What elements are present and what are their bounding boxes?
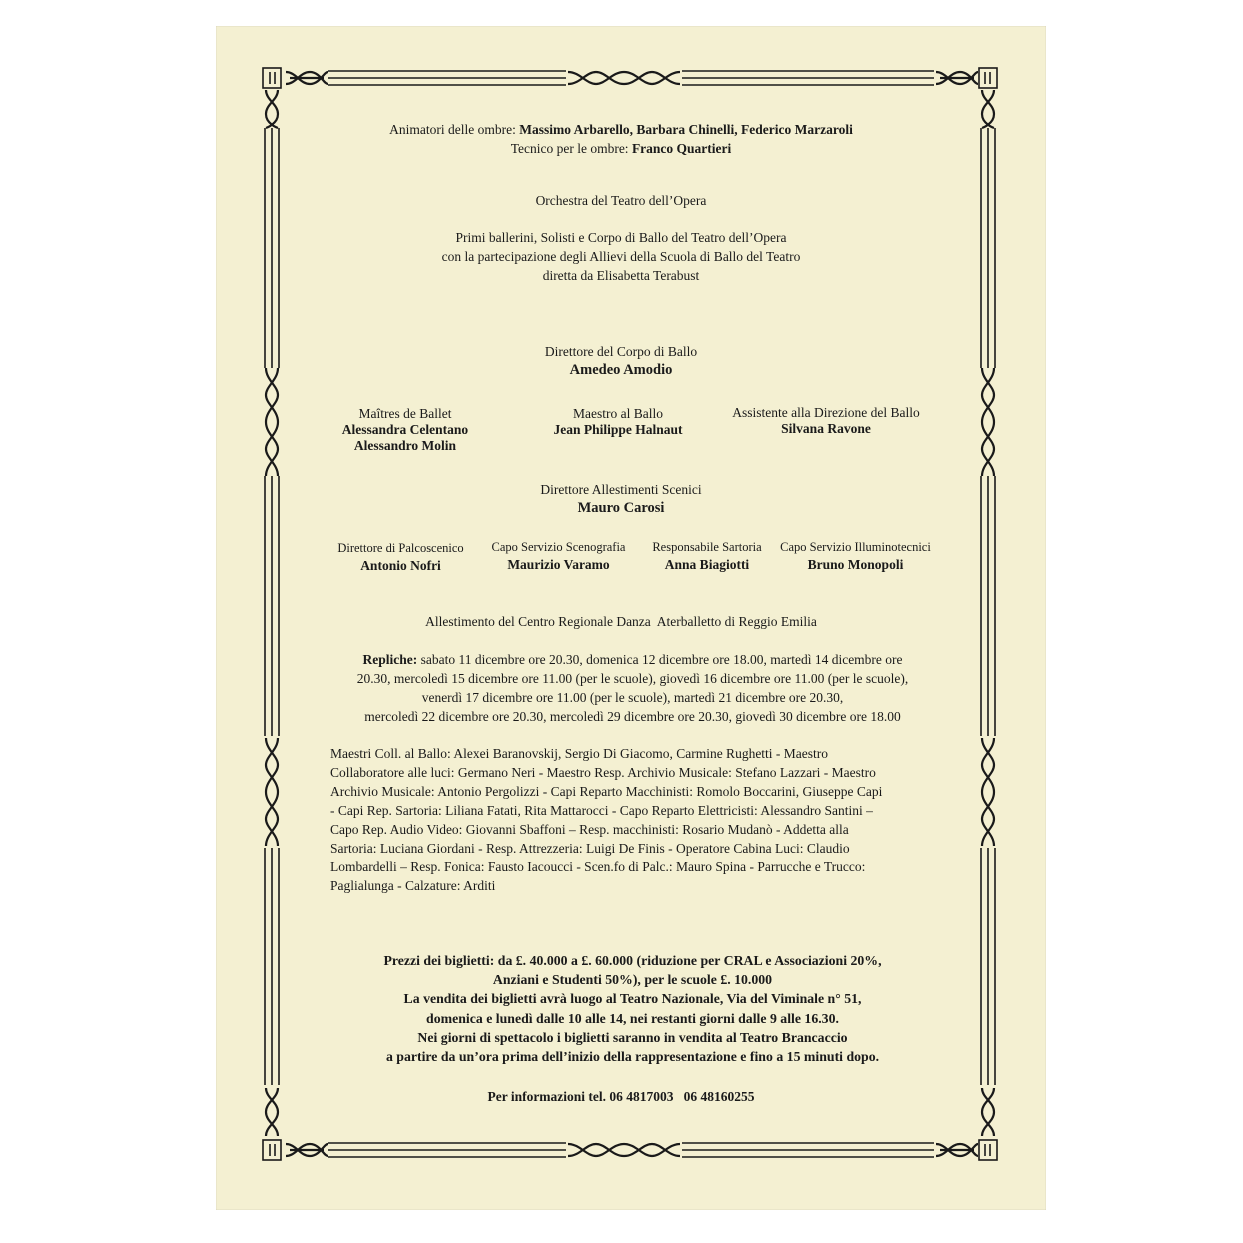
staff-role: Maîtres de Ballet: [358, 406, 452, 421]
tecnico-line: [256, 141, 986, 157]
staff-name: Anna Biagiotti: [664, 557, 750, 572]
repliche-label: Repliche:: [362, 652, 418, 667]
allestimento-line: Allestimento del Centro Regionale Danza Aterballetto di Reggio Emilia: [425, 614, 817, 629]
staff-maitres: [300, 406, 510, 454]
prezzi-block: [300, 951, 965, 1066]
animatori-names: Massimo Arbarello, Barbara Chinelli, Federico Marzaroli: [519, 122, 853, 137]
maestri-line: Maestri Coll. al Ballo: Alexei Baranovskij, Sergio Di Giacomo, Carmine Rughetti - Maestro: [330, 746, 829, 761]
maestri-line: Lombardelli – Resp. Fonica: Fausto Iacoucci - Scen.fo di Palc.: Mauro Spina - Parrucche e Trucco:: [330, 859, 866, 875]
repliche-line: sabato 11 dicembre ore 20.30, domenica 12 dicembre ore 18.00, martedì 14 dicembre ore: [420, 652, 903, 667]
staff-name: Silvana Ravone: [781, 421, 871, 436]
staff-palcoscenico: [328, 541, 473, 574]
maestri-line: Archivio Musicale: Antonio Pergolizzi - Capi Reparto Macchinisti: Romolo Boccarini, Giuseppe Capi: [330, 783, 883, 799]
maestri-block: [330, 745, 935, 896]
ballo-line-3: diretta da Elisabetta Terabust: [542, 268, 700, 283]
repliche-line: mercoledì 22 dicembre ore 20.30, mercoledì 29 dicembre ore 20.30, giovedì 30 dicembre ore 18.00: [364, 708, 901, 724]
staff-name-2: Alessandro Molin: [353, 438, 457, 453]
direttore-allestimenti-role: Direttore Allestimenti Scenici: [540, 482, 702, 497]
direttore-allestimenti-name: Mauro Carosi: [577, 500, 665, 516]
prezzi-line: Prezzi dei biglietti: da £. 40.000 a £. 60.000 (riduzione per CRAL e Associazioni 20%,: [383, 953, 882, 968]
animatori-label: Animatori delle ombre:: [389, 122, 516, 137]
staff-name: Antonio Nofri: [360, 558, 441, 573]
maestri-line: - Capi Rep. Sartoria: Liliana Fatati, Rita Mattarocci - Capo Reparto Elettricisti: Alessandro Santini –: [330, 802, 873, 818]
ballo-line-1: Primi ballerini, Solisti e Corpo di Ballo del Teatro dell’Opera: [455, 230, 787, 245]
staff-name: Jean Philippe Halnaut: [553, 422, 683, 437]
staff-name: Bruno Monopoli: [807, 557, 904, 572]
repliche-line: 20.30, mercoledì 15 dicembre ore 11.00 (per le scuole), giovedì 16 dicembre ore 11.00 (per le scuole),: [356, 670, 909, 686]
direttore-corpo-name: Amedeo Amodio: [569, 362, 673, 378]
prezzi-line: a partire da un’ora prima dell’inizio della rappresentazione e fino a 15 minuti dopo.: [385, 1049, 880, 1065]
repliche-line: venerdì 17 dicembre ore 11.00 (per le scuole), martedì 21 dicembre ore 20.30,: [421, 689, 844, 705]
prezzi-line: La vendita dei biglietti avrà luogo al Teatro Nazionale, Via del Viminale n° 51,: [403, 991, 862, 1007]
maestri-line: Paglialunga - Calzature: Arditi: [330, 878, 496, 894]
staff-role: Capo Servizio Illuminotecnici: [780, 540, 931, 554]
prezzi-line: Anziani e Studenti 50%), per le scuole £. 10.000: [492, 972, 773, 988]
prezzi-line: Nei giorni di spettacolo i biglietti saranno in vendita al Teatro Brancaccio: [417, 1029, 848, 1045]
tecnico-name: Franco Quartieri: [631, 141, 732, 156]
staff-role: Maestro al Ballo: [573, 406, 663, 421]
repliche-block: [330, 651, 935, 727]
animatori-line: [256, 122, 986, 138]
maestri-line: Sartoria: Luciana Giordani - Resp. Attrezzeria: Luigi De Finis - Operatore Cabina Luci: Claudio: [330, 840, 850, 856]
direttore-corpo-role: Direttore del Corpo di Ballo: [544, 344, 698, 359]
maestri-line: Collaboratore alle luci: Germano Neri - Maestro Resp. Archivio Musicale: Stefano Lazzari - Maestro: [330, 764, 876, 780]
staff-assistente: [716, 405, 936, 437]
prezzi-line: domenica e lunedì dalle 10 alle 14, nei restanti giorni dalle 9 alle 16.30.: [426, 1010, 839, 1026]
staff-role: Responsabile Sartoria: [652, 540, 762, 554]
orchestra-line: Orchestra del Teatro dell’Opera: [535, 193, 707, 208]
staff-role: Direttore di Palcoscenico: [337, 541, 464, 555]
staff-scenografia: [481, 540, 636, 573]
staff-maestro-ballo: [513, 406, 723, 438]
staff-name: Maurizio Varamo: [507, 557, 610, 572]
tecnico-label: Tecnico per le ombre:: [510, 141, 629, 156]
staff-role: Capo Servizio Scenografia: [491, 540, 626, 554]
maestri-line: Capo Rep. Audio Video: Giovanni Sbaffoni – Resp. macchinisti: Rosario Mudanò - Addetta alla: [330, 821, 849, 837]
staff-name: Alessandra Celentano: [341, 422, 469, 437]
staff-illuminotecnici: [773, 540, 938, 573]
staff-role: Assistente alla Direzione del Ballo: [732, 405, 920, 420]
staff-sartoria: [637, 540, 777, 573]
info-line: Per informazioni tel. 06 4817003 06 48160255: [487, 1089, 755, 1104]
ballo-line-2: con la partecipazione degli Allievi della Scuola di Ballo del Teatro: [441, 249, 801, 264]
